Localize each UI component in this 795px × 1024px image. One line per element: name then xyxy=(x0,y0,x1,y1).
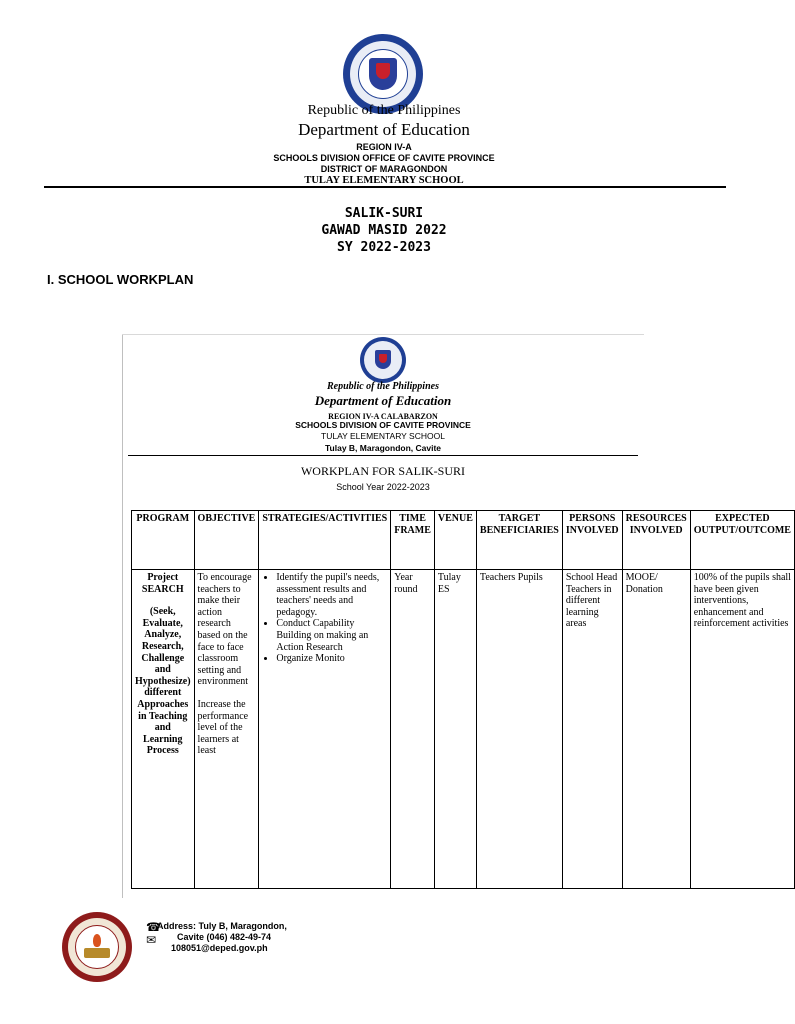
column-header: TARGET BENEFICIARIES xyxy=(476,511,562,570)
list-item: • Organize Monito xyxy=(276,653,387,665)
program-cell xyxy=(132,570,195,889)
header-department: Department of Education xyxy=(298,120,470,139)
phone-icon: ☎ xyxy=(146,920,161,934)
list-item: • Conduct Capability Building on making an Action Research xyxy=(276,618,387,653)
embedded-divider xyxy=(128,455,638,456)
expected-output-cell: 100% of the pupils shall have been given interventions, enhancement and reinforcement activities xyxy=(690,570,794,889)
column-header: VENUE xyxy=(434,511,476,570)
header-school: TULAY ELEMENTARY SCHOOL xyxy=(304,175,464,186)
deped-seal-icon xyxy=(360,337,406,383)
header-region: REGION IV-A xyxy=(356,142,412,152)
objective-text: To encourage teachers to make their action research based on the face to face classroom setting and environment xyxy=(197,572,252,688)
venue-cell: Tulay ES xyxy=(434,570,476,889)
doc-title-line3: SY 2022-2023 xyxy=(337,240,431,255)
deped-seal-icon xyxy=(343,34,423,114)
doc-title-line2: GAWAD MASID 2022 xyxy=(321,223,447,238)
header-divider xyxy=(44,186,726,188)
embedded-workplan-page xyxy=(122,334,791,898)
workplan-school-year: School Year 2022-2023 xyxy=(336,482,430,492)
footer-address: Address: Tuly B, Maragondon, xyxy=(157,921,287,931)
doc-title-line1: SALIK-SURI xyxy=(344,206,424,221)
mail-icon: ✉ xyxy=(146,933,157,947)
column-header: RESOURCES INVOLVED xyxy=(622,511,690,570)
program-name: Project SEARCH xyxy=(141,572,184,595)
resources-cell: MOOE/ Donation xyxy=(622,570,690,889)
table-row xyxy=(132,570,795,889)
embedded-department: Department of Education xyxy=(314,393,452,408)
school-logo-icon xyxy=(62,912,132,982)
column-header: TIME FRAME xyxy=(391,511,435,570)
embedded-region: REGION IV-A CALABARZON xyxy=(328,412,438,421)
embedded-republic: Republic of the Philippines xyxy=(327,381,439,392)
column-header: EXPECTED OUTPUT/OUTCOME xyxy=(690,511,794,570)
footer-contact xyxy=(157,921,287,954)
table-header-row xyxy=(132,511,795,570)
section-heading: I. SCHOOL WORKPLAN xyxy=(47,272,194,287)
header-district: DISTRICT OF MARAGONDON xyxy=(320,164,448,174)
objective-cell xyxy=(194,570,259,889)
column-header: OBJECTIVE xyxy=(194,511,259,570)
column-header: PROGRAM xyxy=(132,511,195,570)
workplan-title: WORKPLAN FOR SALIK-SURI xyxy=(300,464,465,478)
workplan-table xyxy=(131,510,795,889)
objective-text: Increase the performance level of the learners at least xyxy=(197,698,249,757)
target-beneficiaries-cell: Teachers Pupils xyxy=(476,570,562,889)
column-header: PERSONS INVOLVED xyxy=(562,511,622,570)
header-republic: Republic of the Philippines xyxy=(307,103,461,118)
column-header: STRATEGIES/ACTIVITIES xyxy=(259,511,391,570)
program-description: (Seek, Evaluate, Analyze, Research, Challenge and Hypothesize) different Approaches in Teaching and Learning Process xyxy=(135,606,191,757)
strategies-list xyxy=(262,572,387,665)
footer-address-line2: Cavite (046) 482-49-74 xyxy=(177,932,272,942)
list-item: • Identify the pupil's needs, assessment results and teachers' needs and pedagogy. xyxy=(276,572,387,618)
embedded-division: SCHOOLS DIVISION OF CAVITE PROVINCE xyxy=(295,420,471,430)
time-frame-cell: Year round xyxy=(391,570,435,889)
embedded-page-edge xyxy=(122,334,123,898)
strategies-cell xyxy=(259,570,391,889)
embedded-address: Tulay B, Maragondon, Cavite xyxy=(324,443,442,453)
footer-email: 108051@deped.gov.ph xyxy=(171,943,268,953)
persons-involved-cell: School Head Teachers in different learning areas xyxy=(562,570,622,889)
header-division: SCHOOLS DIVISION OFFICE OF CAVITE PROVINCE xyxy=(273,153,495,163)
embedded-school: TULAY ELEMENTARY SCHOOL xyxy=(321,431,445,441)
embedded-page-edge xyxy=(122,334,644,335)
